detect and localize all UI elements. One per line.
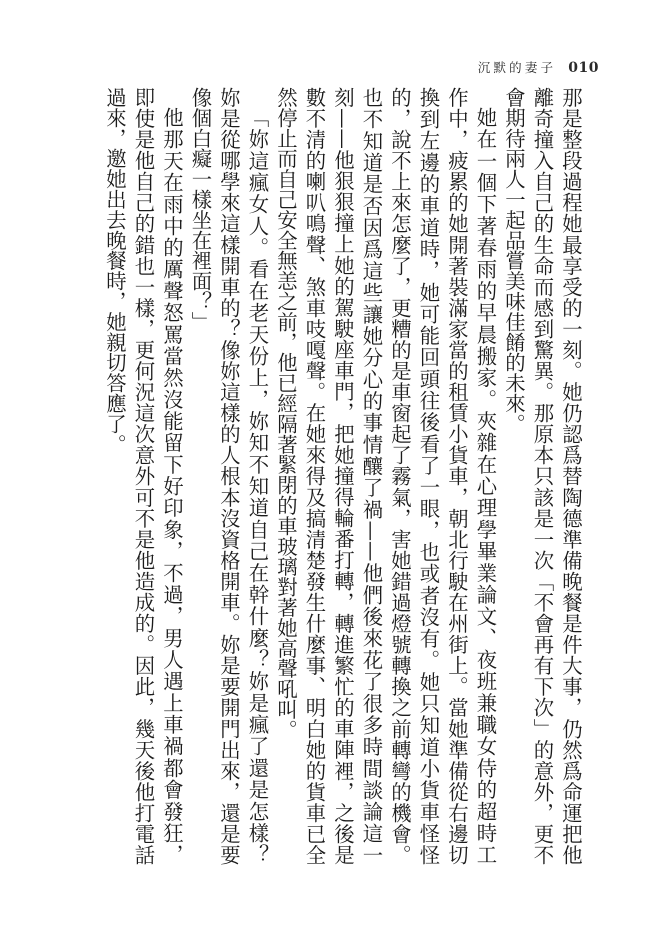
text-block: [100, 87, 585, 865]
text-line: 「妳這瘋女人。看在老天份上，妳知不知道自己在幹什麼？妳是瘋了還是怎樣？: [245, 107, 270, 865]
paragraph: [500, 87, 586, 865]
text-line: 換到左邊的車道時，她可能回頭往後看了一眼，也或者沒有。她只知道小貨車怪怪: [416, 87, 441, 865]
text-line: 離奇撞入自己的生命而感到驚異。那原本只該是一次「不會再有下次」的意外，更不: [530, 87, 555, 865]
text-line: 然停止而自己安全無恙之前，他已經隔著緊閉的車玻璃對著她高聲吼叫。: [274, 87, 298, 740]
text-line: 也不知道是否因爲這些讓她分心的事情釀了禍——他們後來花了很多時間談論這一: [359, 87, 384, 865]
page-header: [478, 58, 599, 76]
text-line: 刻——他狠狠撞上她的駕駛座車門，把她撞得輪番打轉，轉進繁忙的車陣裡，之後是: [331, 87, 355, 865]
paragraph: [272, 87, 500, 865]
text-line: 像個白癡一樣坐在裡面？」: [188, 87, 213, 332]
book-title: 沉默的妻子: [477, 60, 557, 75]
text-line: 她在一個下著春雨的早晨搬家。夾雜在心理學畢業論文、夜班兼職女侍的超時工: [473, 107, 498, 865]
paragraph: [186, 87, 272, 865]
text-line: 過來，邀她出去晚餐時，她親切答應了。: [103, 87, 127, 455]
text-line: 數不清的喇叭鳴聲、煞車吱嘎聲。在她來得及搞清楚發生什麼事、明白她的貨車已全: [302, 87, 327, 865]
text-line: 的，說不上來怎麼了，更糟的是車窗起了霧氣，害她錯過燈號轉換之前轉彎的機會。: [388, 87, 412, 865]
text-line: 即使是他自己的錯也一樣，更何況這次意外可不是他造成的。因此，幾天後他打電話: [131, 87, 156, 865]
text-line: 妳是從哪學來這樣開車的？像妳這樣的人根本沒資格開車。妳是要開門出來，還是要: [217, 87, 241, 865]
text-line: 會期待兩人一起品嘗美味佳餚的未來。: [502, 87, 526, 434]
text-line: 作中，疲累的她開著裝滿家當的租賃小貨車，朝北行駛在州街上。當她準備從右邊切: [445, 87, 469, 865]
text-line: 那是整段過程她最享受的一刻。她仍認爲替陶德準備晚餐是件大事，仍然爲命運把他: [559, 87, 583, 865]
paragraph: [101, 87, 187, 865]
text-line: 他那天在雨中的厲聲怒罵當然沒能留下好印象，不過，男人遇上車禍都會發狂，: [160, 107, 184, 865]
page-number: 010: [568, 60, 599, 76]
